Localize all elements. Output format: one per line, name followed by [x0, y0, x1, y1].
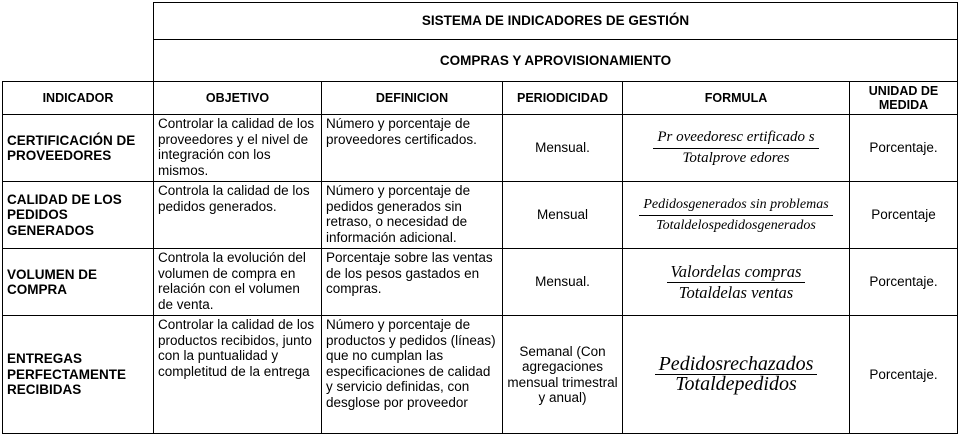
formula-denominator: Totaldepedidos: [675, 373, 797, 395]
column-header-unidad: UNIDAD DE MEDIDA: [850, 82, 958, 115]
indicador-cell: CALIDAD DE LOS PEDIDOS GENERADOS: [3, 182, 154, 249]
table-row: [3, 316, 958, 434]
formula-cell: [623, 182, 850, 249]
formula-fraction: [639, 197, 832, 233]
indicador-cell: ENTREGAS PERFECTAMENTE RECIBIDAS: [3, 316, 154, 434]
formula-cell: [623, 316, 850, 434]
unidad-cell: Porcentaje.: [850, 115, 958, 182]
formula-cell: [623, 249, 850, 316]
formula-fraction: [653, 130, 818, 166]
column-header-periodicidad: PERIODICIDAD: [503, 82, 623, 115]
indicators-table: [2, 2, 958, 434]
periodicidad-cell: Mensual.: [503, 249, 623, 316]
formula-fraction: [667, 264, 806, 300]
indicador-cell: CERTIFICACIÓN DE PROVEEDORES: [3, 115, 154, 182]
objetivo-cell: Controla la evolución del volumen de compra en relación con el volumen de venta.: [154, 249, 322, 316]
formula-cell: [623, 115, 850, 182]
objetivo-cell: Controla la calidad de los pedidos generados.: [154, 182, 322, 249]
formula-denominator: Totaldelospedidosgenerados: [656, 217, 816, 233]
formula-denominator: Totalprove edores: [682, 149, 790, 166]
formula-denominator: Totaldelas ventas: [678, 282, 794, 302]
table-subtitle: COMPRAS Y APROVISIONAMIENTO: [154, 40, 958, 82]
table-title: SISTEMA DE INDICADORES DE GESTIÓN: [154, 3, 958, 40]
unidad-cell: Porcentaje.: [850, 249, 958, 316]
indicador-cell: VOLUMEN DE COMPRA: [3, 249, 154, 316]
objetivo-cell: Controlar la calidad de los productos recibidos, junto con la puntualidad y completitud de la entrega: [154, 316, 322, 434]
table-row: [3, 115, 958, 182]
definicion-cell: Número y porcentaje de pedidos generados sin retraso, o necesidad de información adicional.: [322, 182, 503, 249]
definicion-cell: Número y porcentaje de proveedores certificados.: [322, 115, 503, 182]
periodicidad-cell: Mensual.: [503, 115, 623, 182]
unidad-cell: Porcentaje: [850, 182, 958, 249]
formula-numerator: Pedidosrechazados: [655, 357, 818, 376]
blank-corner-cell: [3, 3, 154, 82]
column-header-formula: FORMULA: [623, 82, 850, 115]
formula-numerator: Pedidosgenerados sin problemas: [639, 197, 832, 216]
column-header-objetivo: OBJETIVO: [154, 82, 322, 115]
formula-fraction: [655, 352, 818, 395]
objetivo-cell: Controlar la calidad de los proveedores y el nivel de integración con los mismos.: [154, 115, 322, 182]
table-row: [3, 182, 958, 249]
table-row: [3, 249, 958, 316]
definicion-cell: Número y porcentaje de productos y pedidos (líneas) que no cumplan las especificaciones de calidad y servicio definidas, con desglose por proveedor: [322, 316, 503, 434]
periodicidad-cell: Mensual: [503, 182, 623, 249]
unidad-cell: Porcentaje.: [850, 316, 958, 434]
column-header-indicador: INDICADOR: [3, 82, 154, 115]
periodicidad-cell: Semanal (Con agregaciones mensual trimestral y anual): [503, 316, 623, 434]
column-header-definicion: DEFINICION: [322, 82, 503, 115]
formula-numerator: Valordelas compras: [667, 264, 806, 283]
definicion-cell: Porcentaje sobre las ventas de los pesos gastados en compras.: [322, 249, 503, 316]
formula-numerator: Pr oveedoresc ertificado s: [653, 130, 818, 149]
